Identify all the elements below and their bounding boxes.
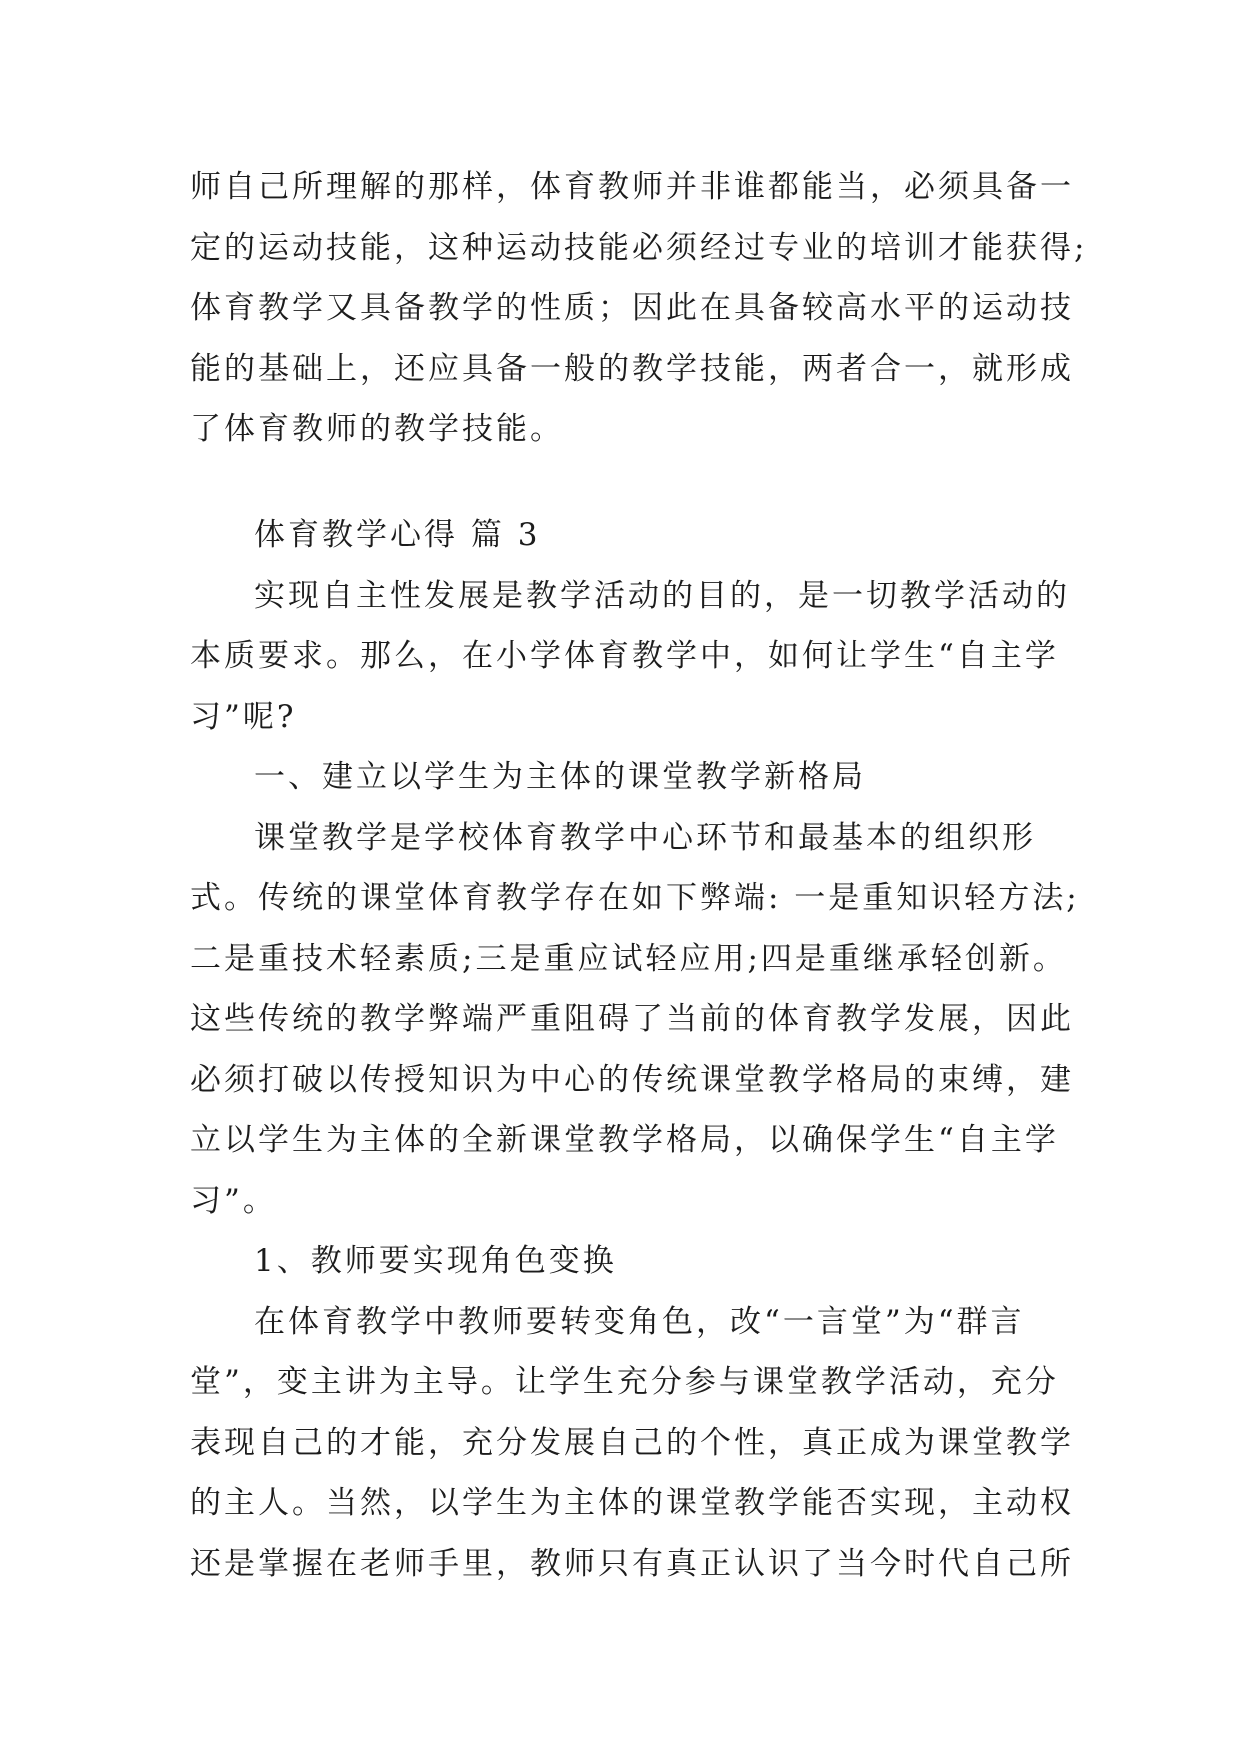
paragraph-line: 表现自己的才能，充分发展自己的个性，真正成为课堂教学 bbox=[190, 1424, 1074, 1461]
intro-line: 习”呢? bbox=[190, 698, 297, 735]
text-line: 体育教学又具备教学的性质；因此在具备较高水平的运动技 bbox=[190, 290, 1074, 326]
continuation-paragraph bbox=[190, 157, 1088, 460]
paragraph-line: 必须打破以传授知识为中心的传统课堂教学格局的束缚，建 bbox=[190, 1061, 1074, 1098]
text-line: 定的运动技能，这种运动技能必须经过专业的培训才能获得; bbox=[190, 229, 1088, 266]
paragraph-line: 在体育教学中教师要转变角色，改“一言堂”为“群言 bbox=[254, 1303, 1025, 1340]
paragraph-line: 这些传统的教学弊端严重阻碍了当前的体育教学发展，因此 bbox=[190, 1001, 1074, 1037]
paragraph-line: 的主人。当然，以学生为主体的课堂教学能否实现，主动权 bbox=[190, 1485, 1074, 1521]
paragraph-line: 立以学生为主体的全新课堂教学格局，以确保学生“自主学 bbox=[190, 1122, 1059, 1158]
section-heading: 体育教学心得 篇 3 bbox=[254, 517, 541, 553]
text-line: 了体育教师的教学技能。 bbox=[190, 411, 564, 447]
paragraph-line: 习”。 bbox=[190, 1182, 277, 1219]
intro-line: 本质要求。那么，在小学体育教学中，如何让学生“自主学 bbox=[190, 638, 1059, 674]
text-line: 师自己所理解的那样，体育教师并非谁都能当，必须具备一 bbox=[190, 169, 1074, 205]
paragraph-line: 式。传统的课堂体育教学存在如下弊端: 一是重知识轻方法; bbox=[190, 880, 1080, 916]
subheading-role-change: 1、教师要实现角色变换 bbox=[254, 1243, 617, 1279]
paragraph-line: 还是掌握在老师手里，教师只有真正认识了当今时代自己所 bbox=[190, 1545, 1074, 1582]
paragraph-line: 二是重技术轻素质;三是重应试轻应用;四是重继承轻创新。 bbox=[190, 940, 1067, 977]
intro-line: 实现自主性发展是教学活动的目的，是一切教学活动的 bbox=[254, 577, 1070, 614]
text-line: 能的基础上，还应具备一般的教学技能，两者合一，就形成 bbox=[190, 350, 1074, 387]
subheading-student-centered: 一、建立以学生为主体的课堂教学新格局 bbox=[254, 759, 866, 795]
paragraph-line: 堂”，变主讲为主导。让学生充分参与课堂教学活动，充分 bbox=[190, 1364, 1059, 1400]
main-content bbox=[190, 505, 1080, 1594]
paragraph-line: 课堂教学是学校体育教学中心环节和最基本的组织形 bbox=[254, 819, 1036, 856]
